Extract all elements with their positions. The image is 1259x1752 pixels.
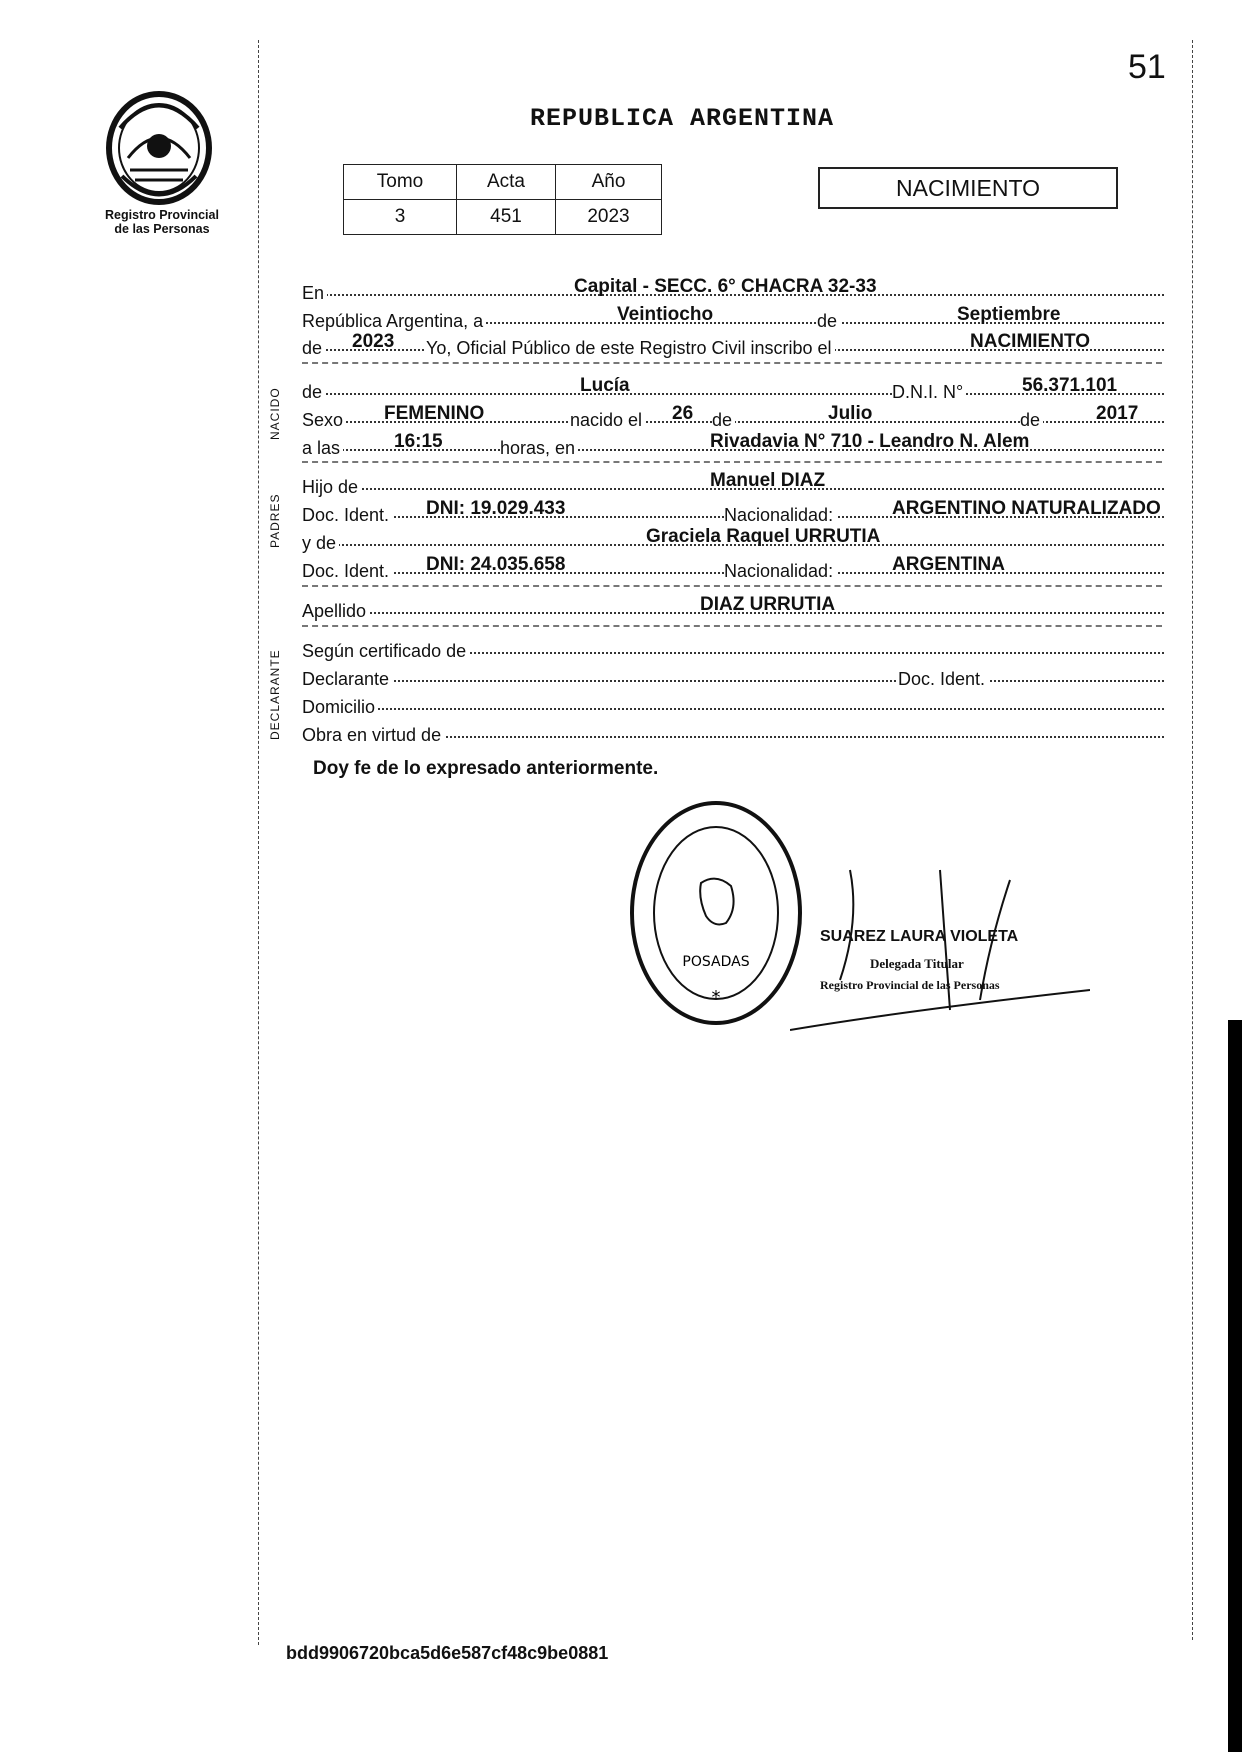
label-doc-ident: Doc. Ident. (302, 503, 392, 527)
record-type-box: NACIMIENTO (818, 167, 1118, 209)
month-text-value: Septiembre (957, 304, 1061, 325)
registry-value-acta: 451 (457, 200, 556, 235)
label-de-year: de (302, 336, 325, 360)
section-separator (302, 461, 1162, 463)
row-surname (302, 596, 1164, 620)
label-hijo-de: Hijo de (302, 475, 361, 499)
registry-value-row (344, 200, 662, 235)
row-inscription (302, 333, 1164, 357)
row-father (302, 472, 1164, 496)
label-declarante-doc: Doc. Ident. (898, 667, 988, 691)
right-margin-line (1192, 40, 1193, 1640)
handwritten-signature-icon (790, 860, 1090, 1040)
dotted-line (302, 680, 1164, 682)
dni-value: 56.371.101 (1022, 375, 1118, 396)
section-label-declarant: DECLARANTE (268, 649, 282, 740)
signature-office: Registro Provincial de las Personas (820, 978, 1000, 992)
label-obra: Obra en virtud de (302, 723, 444, 747)
row-father-doc (302, 500, 1164, 524)
label-nacionalidad: Nacionalidad: (724, 559, 836, 583)
label-nacido: nacido el (570, 408, 645, 432)
label-yo: Yo, Oficial Público de este Registro Civil inscribo el (426, 336, 835, 360)
section-separator (302, 585, 1162, 587)
label-doc-ident: Doc. Ident. (302, 559, 392, 583)
father-doc-value: DNI: 19.029.433 (426, 498, 566, 519)
left-margin-line (258, 40, 259, 1645)
inscription-type-value: NACIMIENTO (970, 331, 1090, 352)
logo-caption-line2: de las Personas (114, 222, 210, 236)
label-en: En (302, 281, 327, 305)
section-label-born: NACIDO (268, 387, 282, 440)
row-name (302, 377, 1164, 401)
label-apellido: Apellido (302, 599, 369, 623)
label-de-name: de (302, 380, 325, 404)
page-title: REPUBLICA ARGENTINA (530, 104, 835, 133)
row-mother-doc (302, 556, 1164, 580)
registry-header-row (344, 165, 662, 200)
day-text-value: Veintiocho (617, 304, 714, 325)
label-nacionalidad: Nacionalidad: (724, 503, 836, 527)
label-de-month: de (712, 408, 735, 432)
mother-value: Graciela Raquel URRUTIA (646, 526, 881, 547)
document-hash: bdd9906720bca5d6e587cf48c9be0881 (286, 1643, 609, 1663)
birth-month-value: Julio (828, 403, 873, 424)
label-declarante: Declarante (302, 667, 392, 691)
label-a-las: a las (302, 436, 343, 460)
row-sex-birthdate (302, 405, 1164, 429)
logo-caption (92, 208, 232, 236)
label-y-de: y de (302, 531, 339, 555)
row-certificado (302, 636, 1164, 660)
row-mother (302, 528, 1164, 552)
birth-year-value: 2017 (1096, 403, 1139, 424)
row-place (302, 278, 1164, 302)
svg-text:POSADAS: POSADAS (682, 954, 750, 970)
signature-name: SUAREZ LAURA VIOLETA (820, 928, 1019, 945)
father-nationality-value: ARGENTINO NATURALIZADO (892, 498, 1161, 519)
signature-role: Delegada Titular (870, 956, 964, 971)
label-horas: horas, en (500, 436, 578, 460)
page-number: 51 (1128, 48, 1166, 86)
surname-value: DIAZ URRUTIA (700, 594, 836, 615)
place-value: Capital - SECC. 6° CHACRA 32-33 (574, 276, 877, 297)
label-republica: República Argentina, a (302, 309, 486, 333)
section-separator (302, 625, 1162, 627)
birth-day-value: 26 (672, 403, 694, 424)
mother-doc-value: DNI: 24.035.658 (426, 554, 566, 575)
label-sexo: Sexo (302, 408, 346, 432)
svg-text:*: * (711, 987, 721, 1008)
year-value: 2023 (352, 331, 395, 352)
logo-caption-line1: Registro Provincial (105, 208, 219, 222)
birth-time-value: 16:15 (394, 431, 443, 452)
section-label-parents: PADRES (268, 493, 282, 548)
label-dni: D.N.I. N° (892, 380, 966, 404)
first-name-value: Lucía (580, 375, 630, 396)
label-domicilio: Domicilio (302, 695, 378, 719)
label-de: de (817, 309, 840, 333)
registry-value-tomo: 3 (344, 200, 457, 235)
label-segun-certificado: Según certificado de (302, 639, 469, 663)
row-time-place (302, 433, 1164, 457)
row-date (302, 306, 1164, 330)
provincial-seal-icon (100, 88, 218, 206)
section-separator (302, 362, 1162, 364)
registry-header-tomo: Tomo (344, 165, 457, 200)
registry-value-anio: 2023 (556, 200, 662, 235)
registry-table (343, 164, 662, 235)
birth-place-value: Rivadavia N° 710 - Leandro N. Alem (710, 431, 1030, 452)
sex-value: FEMENINO (384, 403, 485, 424)
row-domicilio (302, 692, 1164, 716)
closing-statement: Doy fe de lo expresado anteriormente. (313, 758, 659, 779)
mother-nationality-value: ARGENTINA (892, 554, 1005, 575)
label-de-year2: de (1020, 408, 1043, 432)
dotted-line (302, 708, 1164, 710)
row-declarante (302, 664, 1164, 688)
row-obra (302, 720, 1164, 744)
registry-header-acta: Acta (457, 165, 556, 200)
registry-header-anio: Año (556, 165, 662, 200)
official-stamp-icon (626, 798, 806, 1028)
scan-edge-bar (1228, 1020, 1242, 1752)
father-value: Manuel DIAZ (710, 470, 826, 491)
